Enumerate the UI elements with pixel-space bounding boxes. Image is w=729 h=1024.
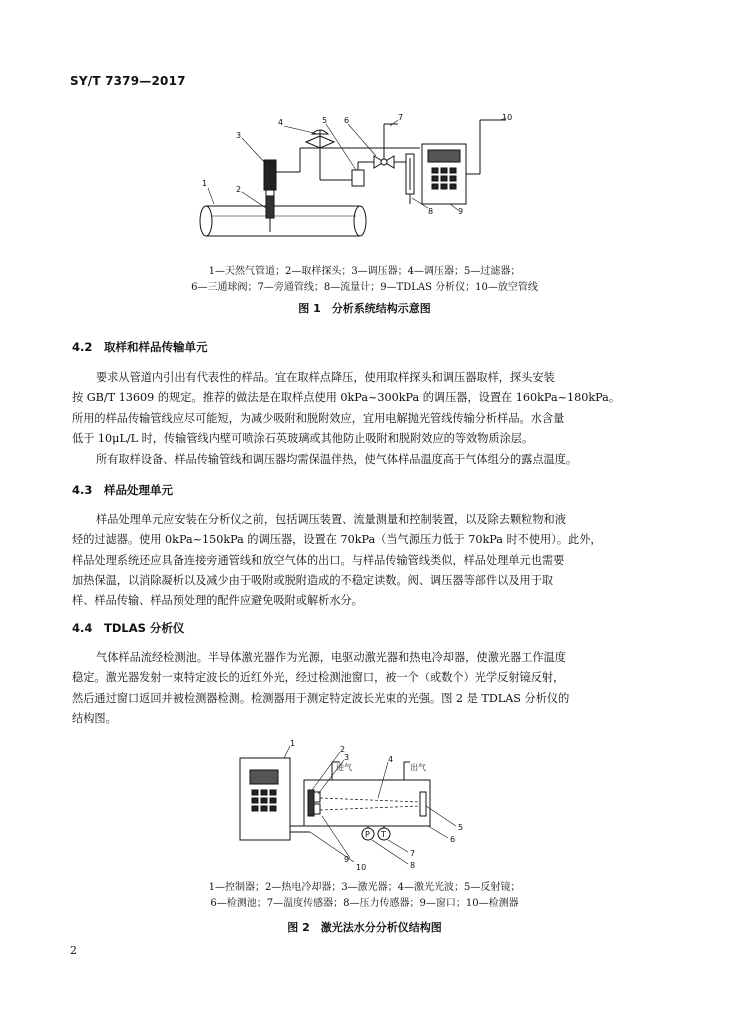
- temperature-symbol: T: [381, 830, 386, 839]
- section-number: 4.2: [72, 340, 93, 354]
- fig2-callout-8: 8: [410, 861, 416, 870]
- fig2-callout-5: 5: [458, 823, 464, 832]
- figure-2-legend-line: 1—控制器；2—热电冷却器；3—激光器；4—激光光波；5—反射镜；: [208, 882, 521, 893]
- section-4-4-paragraph-1: [72, 648, 664, 729]
- controller: [240, 758, 290, 840]
- standard-code: SY/T 7379—2017: [70, 74, 186, 88]
- section-4-3-paragraph-1: [72, 510, 664, 611]
- text-line: 按 GB/T 13609 的规定。推荐的做法是在取样点使用 0kPa~300kPa 的调压器，设置在 160kPa~180kPa。: [72, 391, 621, 405]
- figure-2-legend-line: 6—检测池；7—温度传感器；8—压力传感器；9—窗口；10—检测器: [210, 898, 519, 909]
- text-line: 气体样品流经检测池。半导体激光器作为光源，电驱动激光器和热电冷却器，使激光器工作温度: [96, 651, 566, 664]
- text-line: 结构图。: [72, 711, 117, 725]
- fig2-callout-2: 2: [340, 745, 346, 754]
- figure-1-legend: [0, 264, 729, 296]
- text-line: 样品处理系统还应具备连接旁通管线和放空气体的出口。与样品传输管线类似，样品处理单元也需要: [72, 553, 565, 567]
- text-line: 所有取样设备、样品传输管线和调压器均需保温伴热，使气体样品温度高于气体组分的露点温度。: [96, 453, 578, 466]
- figure-2-diagram: [228, 740, 488, 874]
- fig2-callout-4: 4: [388, 755, 394, 764]
- section-number: 4.3: [72, 483, 93, 497]
- text-line: 烃的过滤器。使用 0kPa~150kPa 的调压器，设置在 70kPa（当气源压力低于 70kPa 时不使用）。此外，: [72, 533, 602, 547]
- section-4-2-paragraph-2: [72, 450, 664, 470]
- flowmeter: [406, 154, 414, 194]
- fig1-callout-3: 3: [236, 131, 242, 140]
- fig1-callout-8: 8: [428, 207, 434, 216]
- pressure-symbol: P: [365, 830, 370, 839]
- fig2-callout-7: 7: [410, 849, 416, 858]
- fig1-callout-1: 1: [202, 179, 208, 188]
- figure-1-legend-line: 6—三通球阀；7—旁通管线；8—流量计；9—TDLAS 分析仪；10—放空管线: [191, 282, 538, 293]
- filter: [352, 170, 364, 186]
- section-number: 4.4: [72, 621, 93, 635]
- text-line: 样、样品传输、样品预处理的配件应避免吸附或解析水分。: [72, 594, 363, 608]
- section-4-2-paragraph-1: [72, 368, 664, 449]
- figure-1-caption: 图 1 分析系统结构示意图: [298, 302, 431, 315]
- text-line: 所用的样品传输管线应尽可能短，为减少吸附和脱附效应，宜用电解抛光管线传输分析样品。水含量: [72, 411, 565, 425]
- regulator-4: [306, 130, 334, 148]
- figure-1-legend-line: 1—天然气管道；2—取样探头；3—调压器；4—调压器；5—过滤器；: [208, 266, 521, 277]
- fig1-callout-6: 6: [344, 116, 350, 125]
- text-line: 稳定。激光器发射一束特定波长的近红外光，经过检测池窗口，被一个（或数个）光学反射镜反射，: [72, 671, 565, 685]
- sampling-probe: [264, 160, 276, 232]
- gas-outlet-label: 出气: [410, 763, 426, 772]
- gas-inlet-label: 进气: [336, 763, 352, 772]
- section-title: TDLAS 分析仪: [104, 621, 185, 635]
- section-title: 样品处理单元: [104, 483, 173, 497]
- fig1-callout-9: 9: [458, 207, 464, 216]
- fig1-callout-2: 2: [236, 185, 242, 194]
- section-heading-4-4: [72, 620, 184, 636]
- detection-cell: [304, 780, 430, 826]
- section-title: 取样和样品传输单元: [104, 340, 208, 354]
- text-line: 低于 10μL/L 时，传输管线内壁可喷涂石英玻璃或其他防止吸附和脱附效应的等效物质涂层。: [72, 431, 534, 445]
- section-heading-4-2: [72, 339, 208, 355]
- fig1-callout-7: 7: [398, 113, 404, 122]
- fig2-callout-3: 3: [344, 753, 350, 762]
- fig2-callout-9: 9: [344, 855, 350, 864]
- fig2-callout-6: 6: [450, 835, 456, 844]
- figure-2-legend: [0, 880, 729, 912]
- natural-gas-pipeline: [200, 206, 366, 236]
- section-heading-4-3: [72, 482, 173, 498]
- figure-2-caption: 图 2 激光法水分分析仪结构图: [287, 921, 442, 934]
- fig1-callout-5: 5: [322, 116, 328, 125]
- fig1-callout-10: 10: [502, 113, 513, 122]
- fig1-callout-4: 4: [278, 118, 284, 127]
- text-line: 然后通过窗口返回并被检测器检测。检测器用于测定特定波长光束的光强。图 2 是 TDLAS 分析仪的: [72, 691, 570, 705]
- fig2-callout-10: 10: [356, 863, 367, 872]
- page-number: 2: [70, 944, 77, 957]
- text-line: 加热保温，以消除凝析以及减少由于吸附或脱附造成的不稳定读数。阀、调压器等部件以及用于取: [72, 573, 554, 587]
- tdlas-analyzer: [422, 144, 466, 204]
- text-line: 样品处理单元应安装在分析仪之前，包括调压装置、流量测量和控制装置，以及除去颗粒物和液: [96, 513, 566, 526]
- fig2-callout-1: 1: [290, 740, 296, 748]
- text-line: 要求从管道内引出有代表性的样品。宜在取样点降压，使用取样探头和调压器取样，探头安装: [96, 371, 555, 384]
- figure-1-diagram: [180, 112, 520, 262]
